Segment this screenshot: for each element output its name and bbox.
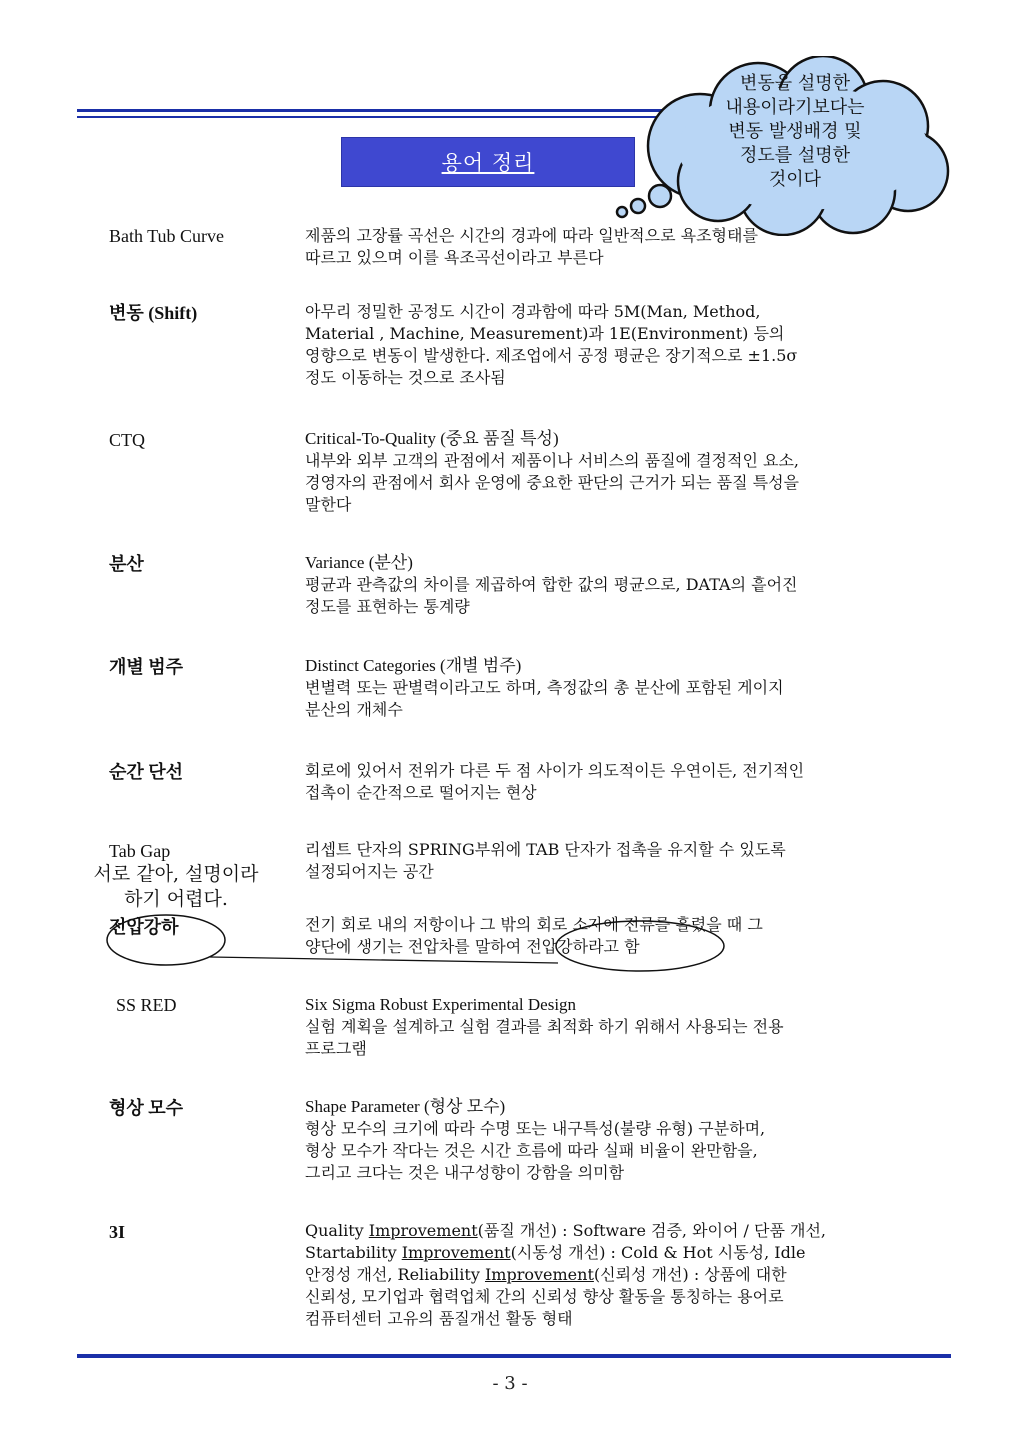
definition-line: 접촉이 순간적으로 떨어지는 현상 [305, 783, 537, 802]
definition-line: 분산의 개체수 [305, 700, 403, 719]
definition-voltage-drop [305, 914, 945, 958]
definition-line: 회로에 있어서 전위가 다른 두 점 사이가 의도적이든 우연이든, 전기적인 [305, 761, 805, 780]
page-number: - 3 - [492, 1373, 528, 1394]
term-shape-parameter: 형상 모수 [109, 1098, 184, 1118]
definition-line: Startability Improvement(시동성 개선) : Cold & Hot 시동성, Idle [305, 1243, 806, 1262]
term-momentary-disconnection: 순간 단선 [109, 762, 184, 782]
definition-heading: Six Sigma Robust Experimental Design [305, 995, 577, 1014]
definition-shape-parameter [305, 1096, 945, 1184]
definition-heading: Critical-To-Quality (중요 품질 특성) [305, 429, 559, 448]
definition-line: 따르고 있으며 이를 욕조곡선이라고 부른다 [305, 248, 604, 267]
definition-line: 정도 이동하는 것으로 조사됨 [305, 368, 506, 387]
definition-line: 평균과 관측값의 차이를 제곱하여 합한 값의 평균으로, DATA의 흩어진 [305, 575, 798, 594]
term-ctq: CTQ [109, 430, 145, 450]
definition-ss-red [305, 994, 945, 1060]
definition-line: 프로그램 [305, 1039, 367, 1058]
term-distinct-categories: 개별 범주 [109, 657, 184, 677]
term-3i: 3I [109, 1222, 126, 1242]
annotation-line: 하기 어렵다. [124, 888, 228, 910]
definition-heading: Distinct Categories (개별 범주) [305, 656, 522, 675]
footer-rule [77, 1354, 951, 1358]
definition-line: 리셉트 단자의 SPRING부위에 TAB 단자가 접촉을 유지할 수 있도록 [305, 840, 786, 859]
definition-line: 전기 회로 내의 저항이나 그 밖의 회로 소자에 전류를 흘렸을 때 그 [305, 915, 763, 934]
definition-line: 형상 모수의 크기에 따라 수명 또는 내구특성(불량 유형) 구분하며, [305, 1119, 766, 1138]
definition-line: 아무리 정밀한 공정도 시간이 경과함에 따라 5M(Man, Method, [305, 302, 761, 321]
definition-line: 경영자의 관점에서 회사 운영에 중요한 판단의 근거가 되는 품질 특성을 [305, 473, 799, 492]
callout-line: 내용이라기보다는 [725, 97, 865, 118]
page-title: 용어 정리 [441, 151, 535, 175]
callout-line: 것이다 [768, 169, 822, 190]
definition-line: 설정되어지는 공간 [305, 862, 434, 881]
callout-line: 변동을 설명한 [739, 73, 851, 94]
term-variance: 분산 [109, 554, 144, 574]
callout-line: 변동 발생배경 및 [728, 121, 862, 142]
definition-line: 정도를 표현하는 통계량 [305, 597, 470, 616]
definition-line: 영향으로 변동이 발생한다. 제조업에서 공정 평균은 장기적으로 ±1.5σ [305, 346, 798, 365]
definition-line: 양단에 생기는 전압차를 말하여 전압강하라고 함 [305, 937, 640, 956]
definition-line: 실험 계획을 설계하고 실험 결과를 최적화 하기 위해서 사용되는 전용 [305, 1017, 784, 1036]
term-shift: 변동 (Shift) [109, 303, 198, 323]
definition-3i [305, 1220, 945, 1330]
definition-line: Quality Improvement(품질 개선) : Software 검증, 와이어 / 단품 개선, [305, 1221, 827, 1240]
annotation-line: 서로 같아, 설명이라 [93, 863, 259, 885]
term-voltage-drop: 전압강하 [109, 917, 179, 937]
definition-line: 컴퓨터센터 고유의 품질개선 활동 형태 [305, 1309, 573, 1328]
definition-line: Material , Machine, Measurement)과 1E(Environment) 등의 [305, 324, 785, 343]
definition-line: 제품의 고장률 곡선은 시간의 경과에 따라 일반적으로 욕조형태를 [305, 226, 758, 245]
definition-line: 형상 모수가 작다는 것은 시간 흐름에 따라 실패 비율이 완만함을, [305, 1141, 758, 1160]
term-tab-gap: Tab Gap [109, 841, 171, 861]
definition-heading: Variance (분산) [305, 553, 413, 572]
definition-line: 그리고 크다는 것은 내구성향이 강함을 의미함 [305, 1163, 625, 1182]
definition-line: 변별력 또는 판별력이라고도 하며, 측정값의 총 분산에 포함된 게이지 [305, 678, 784, 697]
term-ss-red: SS RED [116, 995, 177, 1015]
definition-line: 내부와 외부 고객의 관점에서 제품이나 서비스의 품질에 결정적인 요소, [305, 451, 799, 470]
term-bath-tub-curve: Bath Tub Curve [109, 226, 225, 246]
definition-line: 안정성 개선, Reliability Improvement(신뢰성 개선) : 상품에 대한 [305, 1265, 787, 1284]
callout-line: 정도를 설명한 [739, 145, 851, 166]
definition-line: 말한다 [305, 495, 352, 514]
definition-heading: Shape Parameter (형상 모수) [305, 1097, 506, 1116]
definition-line: 신뢰성, 모기업과 협력업체 간의 신뢰성 향상 활동을 통칭하는 용어로 [305, 1287, 784, 1306]
